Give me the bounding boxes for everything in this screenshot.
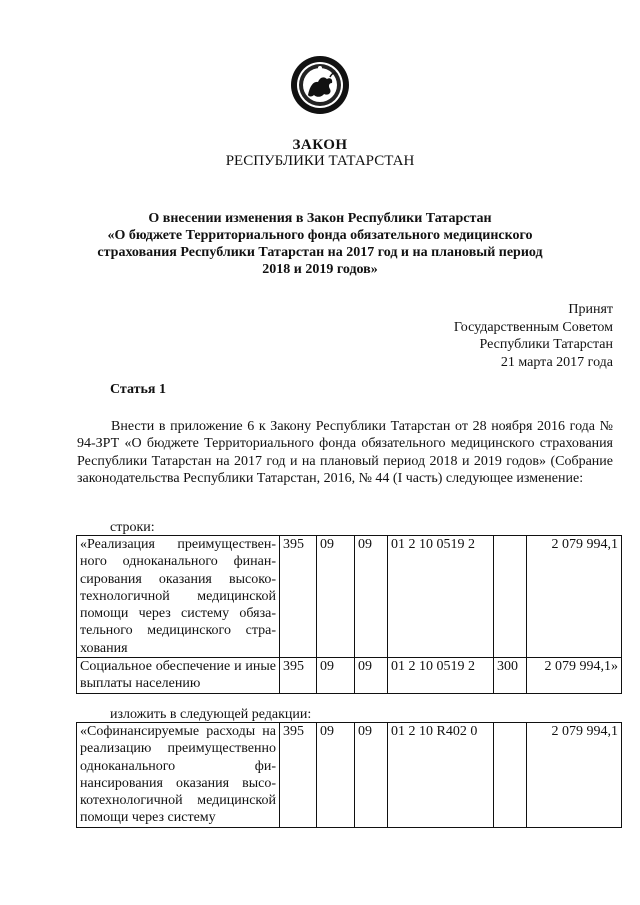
table-cell-name: «Реализация преимущественного одноканального финансирования оказания высокотехнологичной медицинской помощи через систему обязательного медицинского страхования <box>77 536 280 658</box>
table-cell: 395 <box>280 723 317 828</box>
table-cell-amount: 2 079 994,1» <box>527 658 622 694</box>
table-cell: 09 <box>355 536 388 658</box>
table-cell-name: Социальное обеспечение и иные выплаты населению <box>77 658 280 694</box>
law-title-line: «О бюджете Территориального фонда обязательного медицинского <box>107 228 533 243</box>
table-row <box>77 536 622 658</box>
table-cell: 395 <box>280 536 317 658</box>
adoption-block <box>454 301 613 371</box>
table-row <box>77 658 622 694</box>
table-cell: 01 2 10 0519 2 <box>388 536 494 658</box>
table-cell: 01 2 10 0519 2 <box>388 658 494 694</box>
table-cell: 300 <box>494 658 527 694</box>
table-cell <box>494 536 527 658</box>
law-heading: ЗАКОН <box>292 137 348 153</box>
adoption-line: Государственным Советом <box>453 319 613 335</box>
table-cell-amount: 2 079 994,1 <box>527 536 622 658</box>
table-cell: 09 <box>317 536 355 658</box>
table-cell: 395 <box>280 658 317 694</box>
adoption-line: Принят <box>568 302 613 317</box>
article-heading: Статья 1 <box>110 382 166 397</box>
table-cell <box>494 723 527 828</box>
law-title-line: О внесении изменения в Закон Республики Татарстан <box>148 211 492 226</box>
section-label-new-wording: изложить в следующей редакции: <box>110 707 312 722</box>
table-row <box>77 723 622 828</box>
table-cell: 09 <box>317 723 355 828</box>
law-title-line: 2018 и 2019 годов» <box>262 262 378 277</box>
table-cell-amount: 2 079 994,1 <box>527 723 622 828</box>
budget-table-new <box>76 722 622 828</box>
budget-table-old <box>76 535 622 694</box>
table-cell-name: «Софинансируемые расходы на реализацию преимущественно одноканального финансирования оказания высокотехнологичной медицинской помощи через систему <box>77 723 280 828</box>
law-title <box>0 210 640 278</box>
republic-heading: РЕСПУБЛИКИ ТАТАРСТАН <box>225 153 415 169</box>
table-cell: 09 <box>355 723 388 828</box>
adoption-date: 21 марта 2017 года <box>500 354 613 370</box>
article-body: Внести в приложение 6 к Закону Республики Татарстан от 28 ноября 2016 года № 94-ЗРТ «О бюджете Территориального фонда обязательного медицинского страхования Республики Татарстан на 2017 год и на плановый период 2018 и 2019 годов» (Собрание законодательства Республики Татарстан, 2016, № 44 (I часть) следующее изменение: <box>77 419 613 486</box>
table-cell: 09 <box>317 658 355 694</box>
coat-of-arms-emblem <box>290 55 350 115</box>
table-cell: 01 2 10 R402 0 <box>388 723 494 828</box>
table-cell: 09 <box>355 658 388 694</box>
law-title-line: страхования Республики Татарстан на 2017 год и на плановый период <box>97 245 543 260</box>
section-label-lines: строки: <box>110 520 155 535</box>
adoption-line: Республики Татарстан <box>479 337 613 352</box>
